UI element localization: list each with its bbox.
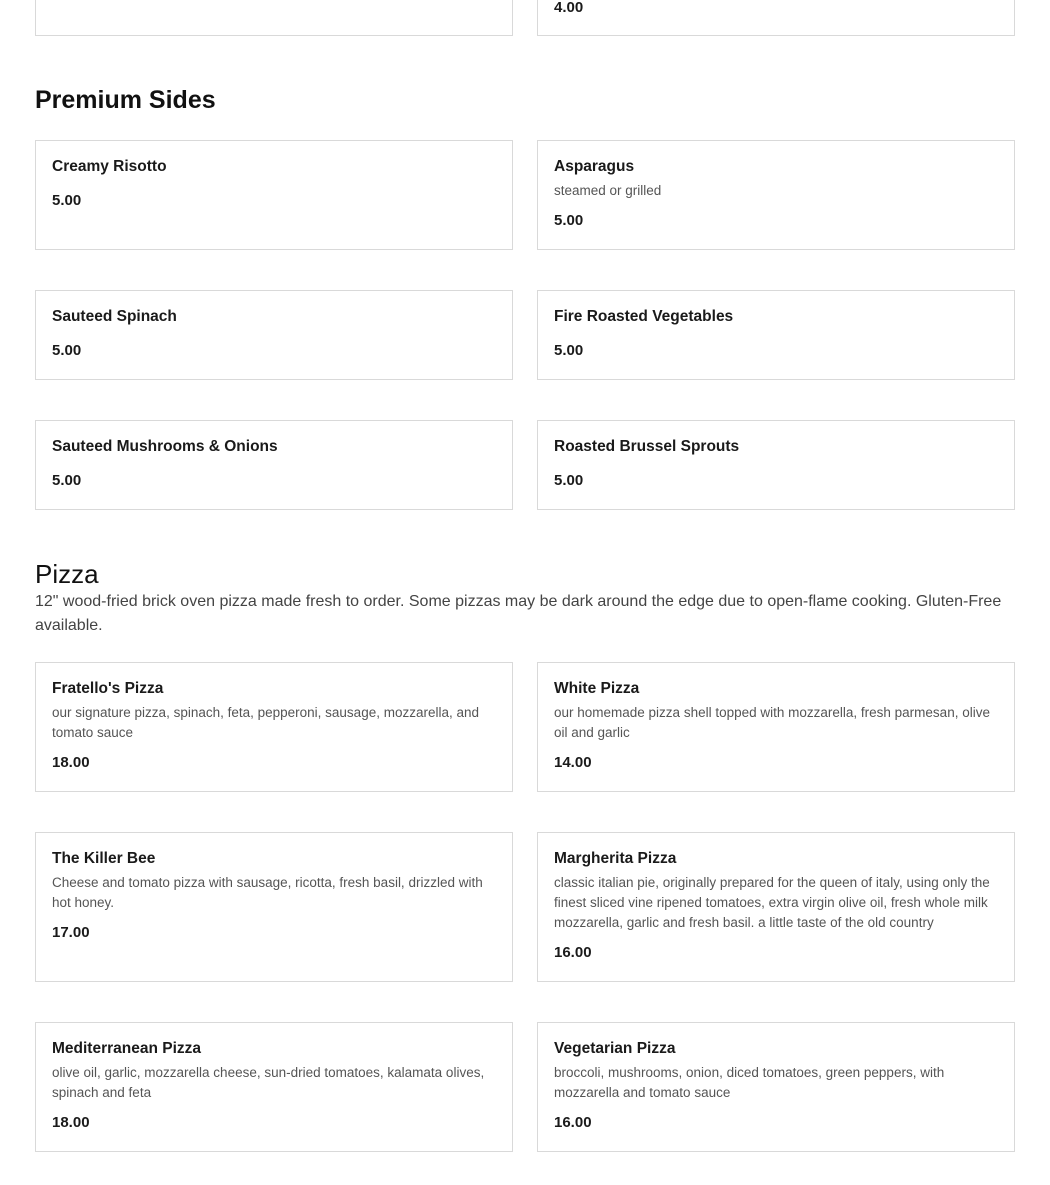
item-price: 16.00	[554, 944, 592, 961]
menu-item-card[interactable]	[537, 290, 1015, 380]
item-name: Creamy Risotto	[52, 158, 167, 175]
menu-item-card[interactable]	[35, 420, 513, 510]
menu-item-card[interactable]	[35, 832, 513, 982]
menu-item-card[interactable]	[537, 662, 1015, 792]
item-price: 5.00	[52, 192, 82, 209]
menu-item-card[interactable]	[35, 1022, 513, 1152]
menu-item-card[interactable]	[537, 140, 1015, 250]
item-name: Fire Roasted Vegetables	[554, 308, 734, 325]
item-name: Roasted Brussel Sprouts	[554, 438, 740, 455]
item-description: broccoli, mushrooms, onion, diced tomatoes, green peppers, with mozzarella and tomato sauce	[554, 1065, 945, 1100]
menu-item-card[interactable]	[537, 832, 1015, 982]
section-title-premium-sides: Premium Sides	[35, 86, 216, 114]
item-description: our signature pizza, spinach, feta, pepperoni, sausage, mozzarella, and tomato sauce	[52, 705, 480, 740]
item-name: Fratello's Pizza	[52, 680, 164, 697]
item-price: 5.00	[554, 212, 584, 229]
item-name: White Pizza	[554, 680, 640, 697]
item-name: Vegetarian Pizza	[554, 1040, 676, 1057]
item-price: 4.00	[554, 0, 584, 16]
menu-item-card[interactable]	[537, 1022, 1015, 1152]
item-price: 5.00	[52, 472, 82, 489]
item-name: Sauteed Spinach	[52, 308, 177, 325]
item-price: 16.00	[554, 1114, 592, 1131]
menu-item-card[interactable]	[35, 140, 513, 250]
item-description: our homemade pizza shell topped with mozzarella, fresh parmesan, olive oil and garlic	[554, 705, 990, 740]
item-price: 18.00	[52, 1114, 90, 1131]
section-title-pizza: Pizza	[35, 559, 99, 589]
item-description: classic italian pie, originally prepared for the queen of italy, using only the finest sliced vine ripened tomatoes, extra virgin olive oil, fresh whole milk mozzarella, garlic and fresh basil. a little taste of the old country	[554, 875, 990, 930]
item-name: Asparagus	[554, 158, 635, 175]
item-price: 18.00	[52, 754, 90, 771]
menu-item-card[interactable]	[537, 420, 1015, 510]
item-name: Mediterranean Pizza	[52, 1040, 202, 1057]
item-price: 17.00	[52, 924, 90, 941]
item-name: Sauteed Mushrooms & Onions	[52, 438, 278, 455]
menu-item-card-partial[interactable]	[35, 0, 513, 36]
item-price: 5.00	[554, 342, 584, 359]
item-description: Cheese and tomato pizza with sausage, ricotta, fresh basil, drizzled with hot honey.	[52, 875, 483, 910]
section-description: 12" wood-fried brick oven pizza made fresh to order. Some pizzas may be dark around the edge due to open-flame cooking. Gluten-Free available.	[35, 593, 1002, 634]
item-price: 5.00	[554, 472, 584, 489]
menu-item-card-partial[interactable]	[537, 0, 1015, 36]
menu-item-card[interactable]	[35, 290, 513, 380]
item-description: olive oil, garlic, mozzarella cheese, sun-dried tomatoes, kalamata olives, spinach and feta	[52, 1065, 485, 1100]
menu-item-card[interactable]	[35, 662, 513, 792]
item-price: 5.00	[52, 342, 82, 359]
item-description: steamed or grilled	[554, 183, 662, 198]
item-name: The Killer Bee	[52, 850, 156, 867]
item-price: 14.00	[554, 754, 592, 771]
item-name: Margherita Pizza	[554, 850, 677, 867]
